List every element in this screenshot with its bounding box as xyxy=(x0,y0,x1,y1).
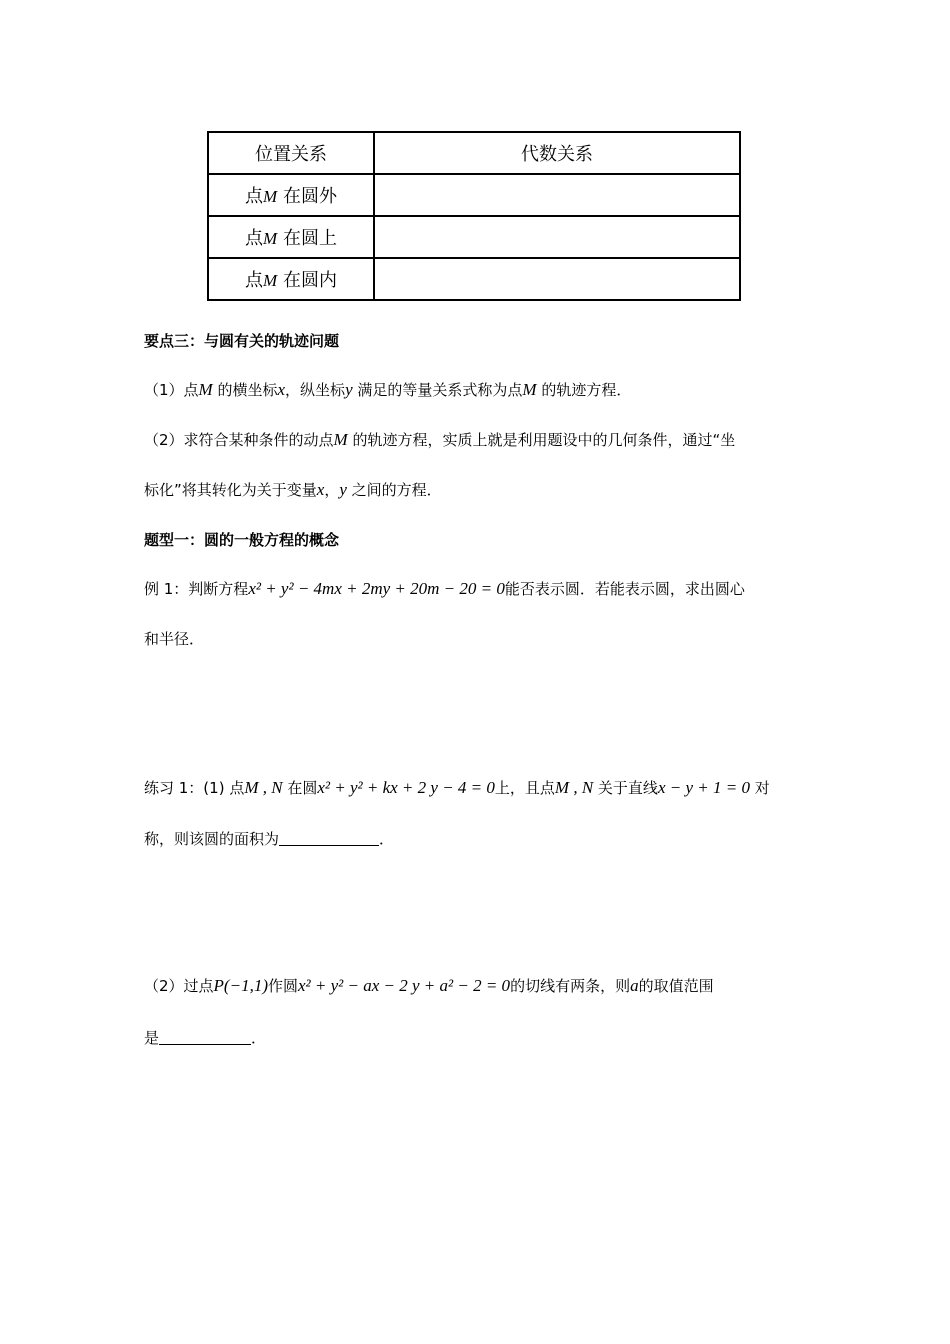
header-algebra: 代数关系 xyxy=(374,132,740,174)
exercise1-line1: 练习 1：(1) 点M , N 在圆x² + y² + kx + 2 y − 4 = 0上，且点M , N 关于直线x − y + 1 = 0 对 xyxy=(144,778,770,797)
exercise1-line2: 称，则该圆的面积为 ． xyxy=(144,830,395,848)
table-row xyxy=(208,216,740,258)
table-header-row xyxy=(208,132,740,174)
header-position: 位置关系 xyxy=(208,132,374,174)
exercise2-line1: （2）过点P(−1,1)作圆x² + y² − ax − 2 y + a² − 2 = 0的切线有两条，则a的取值范围 xyxy=(144,976,714,995)
row-label-inside: 点M 在圆内 xyxy=(208,258,374,300)
row-value-inside xyxy=(374,258,740,300)
row-label-outside: 点M 在圆外 xyxy=(208,174,374,216)
example1-line1: 例 1：判断方程x² + y² − 4mx + 2my + 20m − 20 = 0能否表示圆．若能表示圆，求出圆心 xyxy=(144,579,745,598)
row-value-outside xyxy=(374,174,740,216)
exercise1-equation: x² + y² + kx + 2 y − 4 = 0 xyxy=(317,778,495,797)
exercise2-equation: x² + y² − ax − 2 y + a² − 2 = 0 xyxy=(298,976,511,995)
table-row xyxy=(208,174,740,216)
answer-blank[interactable] xyxy=(159,1030,251,1045)
example1-equation: x² + y² − 4mx + 2my + 20m − 20 = 0 xyxy=(248,579,505,598)
position-relation-table xyxy=(207,131,741,301)
row-label-on: 点M 在圆上 xyxy=(208,216,374,258)
table-row xyxy=(208,258,740,300)
exercise2-line2: 是 ． xyxy=(144,1029,267,1047)
example1-line2: 和半径． xyxy=(144,630,205,648)
section3-point2-line2: 标化”将其转化为关于变量x，y 之间的方程． xyxy=(144,480,442,499)
answer-blank[interactable] xyxy=(279,831,379,846)
row-value-on xyxy=(374,216,740,258)
type1-heading: 题型一：圆的一般方程的概念 xyxy=(144,531,340,549)
section3-heading: 要点三：与圆有关的轨迹问题 xyxy=(144,332,340,350)
section3-point1: （1）点M 的横坐标x，纵坐标y 满足的等量关系式称为点M 的轨迹方程． xyxy=(144,380,632,399)
section3-point2-line1: （2）求符合某种条件的动点M 的轨迹方程，实质上就是利用题设中的几何条件，通过“坐 xyxy=(144,430,736,449)
